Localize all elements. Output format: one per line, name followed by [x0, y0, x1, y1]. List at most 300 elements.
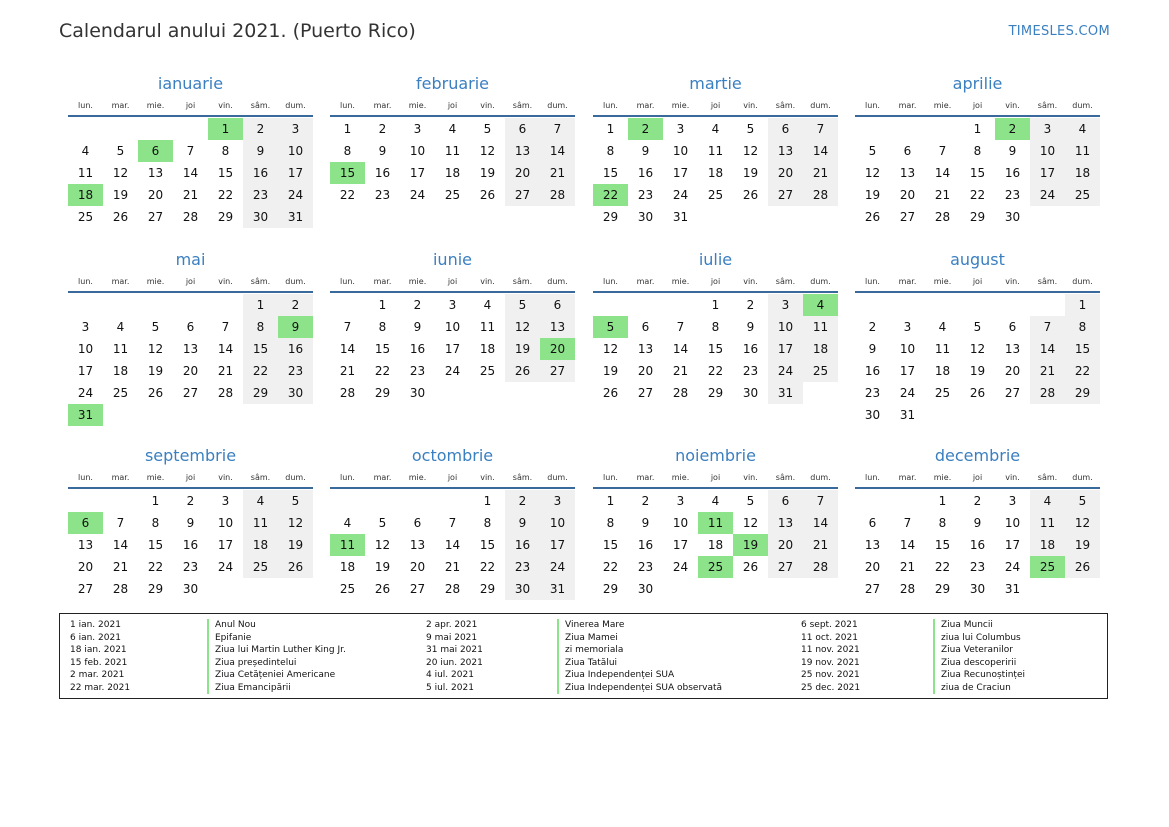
day-cell[interactable]: 10 [672, 144, 689, 158]
day-cell[interactable]: 9 [973, 516, 982, 530]
day-cell[interactable]: 13 [409, 538, 426, 552]
day-cell[interactable]: 25 [707, 188, 724, 202]
day-cell[interactable]: 16 [182, 538, 199, 552]
day-cell[interactable]: 11 [934, 342, 951, 356]
day-cell[interactable]: 23 [969, 560, 986, 574]
day-cell[interactable]: 17 [899, 364, 916, 378]
day-cell[interactable]: 28 [934, 210, 951, 224]
holiday-day-cell[interactable]: 9 [278, 316, 313, 338]
day-cell[interactable]: 13 [768, 140, 803, 162]
day-cell[interactable]: 4 [448, 122, 457, 136]
day-cell[interactable]: 29 [602, 210, 619, 224]
day-cell[interactable]: 14 [182, 166, 199, 180]
day-cell[interactable]: 24 [1030, 184, 1065, 206]
day-cell[interactable]: 12 [864, 166, 881, 180]
day-cell[interactable]: 29 [934, 582, 951, 596]
holiday-day-cell[interactable]: 6 [138, 140, 173, 162]
day-cell[interactable]: 30 [969, 582, 986, 596]
day-cell[interactable]: 6 [768, 490, 803, 512]
day-cell[interactable]: 10 [1030, 140, 1065, 162]
day-cell[interactable]: 1 [606, 122, 615, 136]
day-cell[interactable]: 2 [413, 298, 422, 312]
day-cell[interactable]: 31 [540, 578, 575, 600]
day-cell[interactable]: 8 [343, 144, 352, 158]
day-cell[interactable]: 25 [1065, 184, 1100, 206]
day-cell[interactable]: 22 [969, 188, 986, 202]
day-cell[interactable]: 21 [803, 534, 838, 556]
day-cell[interactable]: 4 [1065, 118, 1100, 140]
day-cell[interactable]: 17 [540, 534, 575, 556]
day-cell[interactable]: 2 [243, 118, 278, 140]
day-cell[interactable]: 30 [243, 206, 278, 228]
day-cell[interactable]: 8 [151, 516, 160, 530]
day-cell[interactable]: 23 [278, 360, 313, 382]
day-cell[interactable]: 12 [374, 538, 391, 552]
day-cell[interactable]: 28 [182, 210, 199, 224]
day-cell[interactable]: 5 [278, 490, 313, 512]
day-cell[interactable]: 10 [899, 342, 916, 356]
day-cell[interactable]: 5 [483, 122, 492, 136]
holiday-day-cell[interactable]: 2 [995, 118, 1030, 140]
day-cell[interactable]: 16 [505, 534, 540, 556]
day-cell[interactable]: 19 [505, 338, 540, 360]
holiday-day-cell[interactable]: 25 [698, 556, 733, 578]
day-cell[interactable]: 20 [768, 162, 803, 184]
day-cell[interactable]: 6 [186, 320, 195, 334]
day-cell[interactable]: 30 [278, 382, 313, 404]
day-cell[interactable]: 9 [243, 140, 278, 162]
day-cell[interactable]: 10 [540, 512, 575, 534]
day-cell[interactable]: 21 [540, 162, 575, 184]
day-cell[interactable]: 10 [77, 342, 94, 356]
day-cell[interactable]: 1 [1065, 294, 1100, 316]
day-cell[interactable]: 14 [112, 538, 129, 552]
day-cell[interactable]: 13 [899, 166, 916, 180]
day-cell[interactable]: 30 [864, 408, 881, 422]
day-cell[interactable]: 24 [899, 386, 916, 400]
day-cell[interactable]: 10 [217, 516, 234, 530]
day-cell[interactable]: 4 [243, 490, 278, 512]
day-cell[interactable]: 20 [147, 188, 164, 202]
day-cell[interactable]: 14 [540, 140, 575, 162]
day-cell[interactable]: 18 [243, 534, 278, 556]
day-cell[interactable]: 17 [77, 364, 94, 378]
day-cell[interactable]: 13 [77, 538, 94, 552]
day-cell[interactable]: 28 [803, 184, 838, 206]
day-cell[interactable]: 23 [409, 364, 426, 378]
day-cell[interactable]: 7 [343, 320, 352, 334]
day-cell[interactable]: 23 [1004, 188, 1021, 202]
day-cell[interactable]: 25 [934, 386, 951, 400]
day-cell[interactable]: 18 [803, 338, 838, 360]
day-cell[interactable]: 19 [742, 166, 759, 180]
day-cell[interactable]: 29 [1065, 382, 1100, 404]
day-cell[interactable]: 21 [444, 560, 461, 574]
day-cell[interactable]: 29 [374, 386, 391, 400]
day-cell[interactable]: 26 [147, 386, 164, 400]
day-cell[interactable]: 4 [711, 122, 720, 136]
day-cell[interactable]: 4 [1030, 490, 1065, 512]
day-cell[interactable]: 1 [711, 298, 720, 312]
day-cell[interactable]: 24 [672, 560, 689, 574]
day-cell[interactable]: 6 [641, 320, 650, 334]
day-cell[interactable]: 1 [151, 494, 160, 508]
day-cell[interactable]: 11 [77, 166, 94, 180]
holiday-day-cell[interactable]: 4 [803, 294, 838, 316]
day-cell[interactable]: 17 [1004, 538, 1021, 552]
day-cell[interactable]: 8 [606, 144, 615, 158]
day-cell[interactable]: 15 [217, 166, 234, 180]
day-cell[interactable]: 22 [934, 560, 951, 574]
day-cell[interactable]: 25 [339, 582, 356, 596]
day-cell[interactable]: 8 [938, 516, 947, 530]
day-cell[interactable]: 28 [899, 582, 916, 596]
day-cell[interactable]: 19 [278, 534, 313, 556]
day-cell[interactable]: 7 [448, 516, 457, 530]
day-cell[interactable]: 19 [374, 560, 391, 574]
day-cell[interactable]: 21 [803, 162, 838, 184]
day-cell[interactable]: 6 [903, 144, 912, 158]
day-cell[interactable]: 14 [934, 166, 951, 180]
day-cell[interactable]: 31 [672, 210, 689, 224]
day-cell[interactable]: 13 [182, 342, 199, 356]
day-cell[interactable]: 23 [505, 556, 540, 578]
day-cell[interactable]: 4 [938, 320, 947, 334]
day-cell[interactable]: 23 [182, 560, 199, 574]
day-cell[interactable]: 28 [672, 386, 689, 400]
day-cell[interactable]: 15 [969, 166, 986, 180]
day-cell[interactable]: 16 [278, 338, 313, 360]
day-cell[interactable]: 7 [221, 320, 230, 334]
holiday-day-cell[interactable]: 18 [68, 184, 103, 206]
day-cell[interactable]: 24 [768, 360, 803, 382]
day-cell[interactable]: 17 [768, 338, 803, 360]
day-cell[interactable]: 18 [1030, 534, 1065, 556]
day-cell[interactable]: 1 [343, 122, 352, 136]
day-cell[interactable]: 23 [243, 184, 278, 206]
day-cell[interactable]: 1 [973, 122, 982, 136]
day-cell[interactable]: 20 [409, 560, 426, 574]
day-cell[interactable]: 19 [147, 364, 164, 378]
day-cell[interactable]: 30 [409, 386, 426, 400]
day-cell[interactable]: 9 [505, 512, 540, 534]
day-cell[interactable]: 8 [711, 320, 720, 334]
day-cell[interactable]: 28 [444, 582, 461, 596]
day-cell[interactable]: 15 [602, 166, 619, 180]
day-cell[interactable]: 6 [868, 516, 877, 530]
day-cell[interactable]: 15 [1065, 338, 1100, 360]
day-cell[interactable]: 24 [409, 188, 426, 202]
day-cell[interactable]: 5 [116, 144, 125, 158]
day-cell[interactable]: 3 [676, 494, 685, 508]
day-cell[interactable]: 27 [864, 582, 881, 596]
day-cell[interactable]: 12 [1065, 512, 1100, 534]
day-cell[interactable]: 1 [378, 298, 387, 312]
day-cell[interactable]: 17 [409, 166, 426, 180]
day-cell[interactable]: 18 [1065, 162, 1100, 184]
day-cell[interactable]: 18 [707, 166, 724, 180]
day-cell[interactable]: 14 [803, 512, 838, 534]
day-cell[interactable]: 26 [969, 386, 986, 400]
day-cell[interactable]: 24 [444, 364, 461, 378]
day-cell[interactable]: 17 [278, 162, 313, 184]
day-cell[interactable]: 27 [505, 184, 540, 206]
day-cell[interactable]: 20 [182, 364, 199, 378]
holiday-day-cell[interactable]: 5 [593, 316, 628, 338]
day-cell[interactable]: 15 [243, 338, 278, 360]
day-cell[interactable]: 28 [1030, 382, 1065, 404]
day-cell[interactable]: 16 [742, 342, 759, 356]
day-cell[interactable]: 27 [637, 386, 654, 400]
day-cell[interactable]: 21 [934, 188, 951, 202]
day-cell[interactable]: 1 [938, 494, 947, 508]
day-cell[interactable]: 3 [1008, 494, 1017, 508]
day-cell[interactable]: 8 [973, 144, 982, 158]
day-cell[interactable]: 12 [505, 316, 540, 338]
day-cell[interactable]: 11 [243, 512, 278, 534]
day-cell[interactable]: 28 [803, 556, 838, 578]
day-cell[interactable]: 25 [243, 556, 278, 578]
day-cell[interactable]: 8 [1065, 316, 1100, 338]
day-cell[interactable]: 14 [803, 140, 838, 162]
day-cell[interactable]: 14 [444, 538, 461, 552]
day-cell[interactable]: 16 [637, 166, 654, 180]
day-cell[interactable]: 24 [278, 184, 313, 206]
day-cell[interactable]: 26 [1065, 556, 1100, 578]
day-cell[interactable]: 30 [1004, 210, 1021, 224]
holiday-day-cell[interactable]: 11 [330, 534, 365, 556]
holiday-day-cell[interactable]: 22 [593, 184, 628, 206]
day-cell[interactable]: 19 [969, 364, 986, 378]
day-cell[interactable]: 29 [479, 582, 496, 596]
day-cell[interactable]: 11 [1030, 512, 1065, 534]
day-cell[interactable]: 17 [672, 166, 689, 180]
day-cell[interactable]: 9 [186, 516, 195, 530]
day-cell[interactable]: 14 [899, 538, 916, 552]
day-cell[interactable]: 15 [707, 342, 724, 356]
day-cell[interactable]: 10 [1004, 516, 1021, 530]
day-cell[interactable]: 26 [374, 582, 391, 596]
day-cell[interactable]: 19 [1065, 534, 1100, 556]
day-cell[interactable]: 18 [934, 364, 951, 378]
day-cell[interactable]: 20 [1004, 364, 1021, 378]
day-cell[interactable]: 24 [1004, 560, 1021, 574]
day-cell[interactable]: 24 [217, 560, 234, 574]
day-cell[interactable]: 23 [742, 364, 759, 378]
day-cell[interactable]: 9 [746, 320, 755, 334]
day-cell[interactable]: 12 [278, 512, 313, 534]
day-cell[interactable]: 25 [479, 364, 496, 378]
day-cell[interactable]: 17 [1030, 162, 1065, 184]
day-cell[interactable]: 4 [483, 298, 492, 312]
day-cell[interactable]: 2 [746, 298, 755, 312]
day-cell[interactable]: 26 [742, 188, 759, 202]
day-cell[interactable]: 25 [77, 210, 94, 224]
day-cell[interactable]: 26 [278, 556, 313, 578]
day-cell[interactable]: 6 [768, 118, 803, 140]
day-cell[interactable]: 28 [540, 184, 575, 206]
day-cell[interactable]: 21 [672, 364, 689, 378]
day-cell[interactable]: 9 [641, 144, 650, 158]
day-cell[interactable]: 3 [1030, 118, 1065, 140]
day-cell[interactable]: 31 [278, 206, 313, 228]
day-cell[interactable]: 16 [374, 166, 391, 180]
day-cell[interactable]: 19 [112, 188, 129, 202]
day-cell[interactable]: 15 [374, 342, 391, 356]
day-cell[interactable]: 1 [606, 494, 615, 508]
day-cell[interactable]: 25 [803, 360, 838, 382]
day-cell[interactable]: 26 [112, 210, 129, 224]
day-cell[interactable]: 28 [339, 386, 356, 400]
day-cell[interactable]: 14 [217, 342, 234, 356]
day-cell[interactable]: 3 [540, 490, 575, 512]
day-cell[interactable]: 23 [864, 386, 881, 400]
day-cell[interactable]: 30 [182, 582, 199, 596]
day-cell[interactable]: 2 [641, 494, 650, 508]
day-cell[interactable]: 1 [483, 494, 492, 508]
day-cell[interactable]: 26 [864, 210, 881, 224]
day-cell[interactable]: 18 [444, 166, 461, 180]
day-cell[interactable]: 27 [409, 582, 426, 596]
day-cell[interactable]: 8 [378, 320, 387, 334]
day-cell[interactable]: 3 [768, 294, 803, 316]
day-cell[interactable]: 11 [707, 144, 724, 158]
holiday-day-cell[interactable]: 20 [540, 338, 575, 360]
day-cell[interactable]: 13 [505, 140, 540, 162]
day-cell[interactable]: 13 [147, 166, 164, 180]
day-cell[interactable]: 3 [221, 494, 230, 508]
day-cell[interactable]: 11 [803, 316, 838, 338]
day-cell[interactable]: 18 [112, 364, 129, 378]
day-cell[interactable]: 26 [505, 360, 540, 382]
day-cell[interactable]: 7 [1030, 316, 1065, 338]
day-cell[interactable]: 16 [243, 162, 278, 184]
day-cell[interactable]: 4 [711, 494, 720, 508]
day-cell[interactable]: 12 [969, 342, 986, 356]
day-cell[interactable]: 10 [409, 144, 426, 158]
day-cell[interactable]: 5 [151, 320, 160, 334]
day-cell[interactable]: 28 [112, 582, 129, 596]
day-cell[interactable]: 15 [934, 538, 951, 552]
brand-link[interactable]: TIMESLES.COM [1008, 24, 1110, 39]
day-cell[interactable]: 23 [374, 188, 391, 202]
holiday-day-cell[interactable]: 2 [628, 118, 663, 140]
day-cell[interactable]: 9 [378, 144, 387, 158]
day-cell[interactable]: 26 [602, 386, 619, 400]
day-cell[interactable]: 17 [444, 342, 461, 356]
day-cell[interactable]: 16 [864, 364, 881, 378]
day-cell[interactable]: 12 [602, 342, 619, 356]
holiday-day-cell[interactable]: 15 [330, 162, 365, 184]
day-cell[interactable]: 26 [742, 560, 759, 574]
day-cell[interactable]: 10 [768, 316, 803, 338]
day-cell[interactable]: 9 [1008, 144, 1017, 158]
day-cell[interactable]: 27 [768, 556, 803, 578]
day-cell[interactable]: 3 [413, 122, 422, 136]
day-cell[interactable]: 13 [637, 342, 654, 356]
day-cell[interactable]: 7 [116, 516, 125, 530]
day-cell[interactable]: 23 [637, 560, 654, 574]
day-cell[interactable]: 22 [217, 188, 234, 202]
day-cell[interactable]: 20 [768, 534, 803, 556]
day-cell[interactable]: 23 [637, 188, 654, 202]
day-cell[interactable]: 14 [672, 342, 689, 356]
day-cell[interactable]: 7 [803, 118, 838, 140]
day-cell[interactable]: 15 [602, 538, 619, 552]
day-cell[interactable]: 17 [672, 538, 689, 552]
day-cell[interactable]: 8 [606, 516, 615, 530]
day-cell[interactable]: 2 [868, 320, 877, 334]
day-cell[interactable]: 25 [444, 188, 461, 202]
day-cell[interactable]: 16 [637, 538, 654, 552]
day-cell[interactable]: 10 [278, 140, 313, 162]
day-cell[interactable]: 18 [707, 538, 724, 552]
day-cell[interactable]: 13 [768, 512, 803, 534]
day-cell[interactable]: 21 [339, 364, 356, 378]
day-cell[interactable]: 20 [637, 364, 654, 378]
day-cell[interactable]: 1 [243, 294, 278, 316]
day-cell[interactable]: 5 [746, 494, 755, 508]
day-cell[interactable]: 3 [903, 320, 912, 334]
day-cell[interactable]: 26 [479, 188, 496, 202]
day-cell[interactable]: 5 [1065, 490, 1100, 512]
day-cell[interactable]: 16 [969, 538, 986, 552]
day-cell[interactable]: 11 [444, 144, 461, 158]
day-cell[interactable]: 21 [217, 364, 234, 378]
day-cell[interactable]: 21 [1030, 360, 1065, 382]
holiday-day-cell[interactable]: 1 [208, 118, 243, 140]
holiday-day-cell[interactable]: 31 [68, 404, 103, 426]
day-cell[interactable]: 27 [540, 360, 575, 382]
day-cell[interactable]: 3 [278, 118, 313, 140]
day-cell[interactable]: 3 [676, 122, 685, 136]
day-cell[interactable]: 10 [672, 516, 689, 530]
day-cell[interactable]: 2 [973, 494, 982, 508]
day-cell[interactable]: 13 [864, 538, 881, 552]
day-cell[interactable]: 16 [1004, 166, 1021, 180]
day-cell[interactable]: 31 [1004, 582, 1021, 596]
day-cell[interactable]: 5 [378, 516, 387, 530]
day-cell[interactable]: 29 [602, 582, 619, 596]
day-cell[interactable]: 29 [243, 382, 278, 404]
day-cell[interactable]: 13 [1004, 342, 1021, 356]
day-cell[interactable]: 27 [182, 386, 199, 400]
day-cell[interactable]: 16 [409, 342, 426, 356]
day-cell[interactable]: 30 [742, 386, 759, 400]
day-cell[interactable]: 19 [602, 364, 619, 378]
day-cell[interactable]: 20 [864, 560, 881, 574]
day-cell[interactable]: 24 [540, 556, 575, 578]
day-cell[interactable]: 2 [186, 494, 195, 508]
day-cell[interactable]: 20 [77, 560, 94, 574]
day-cell[interactable]: 19 [479, 166, 496, 180]
day-cell[interactable]: 29 [147, 582, 164, 596]
day-cell[interactable]: 27 [147, 210, 164, 224]
day-cell[interactable]: 22 [602, 560, 619, 574]
day-cell[interactable]: 13 [540, 316, 575, 338]
day-cell[interactable]: 27 [1004, 386, 1021, 400]
day-cell[interactable]: 2 [378, 122, 387, 136]
day-cell[interactable]: 20 [505, 162, 540, 184]
day-cell[interactable]: 22 [479, 560, 496, 574]
day-cell[interactable]: 2 [278, 294, 313, 316]
day-cell[interactable]: 5 [505, 294, 540, 316]
day-cell[interactable]: 3 [81, 320, 90, 334]
day-cell[interactable]: 24 [77, 386, 94, 400]
day-cell[interactable]: 29 [217, 210, 234, 224]
day-cell[interactable]: 21 [899, 560, 916, 574]
day-cell[interactable]: 12 [479, 144, 496, 158]
